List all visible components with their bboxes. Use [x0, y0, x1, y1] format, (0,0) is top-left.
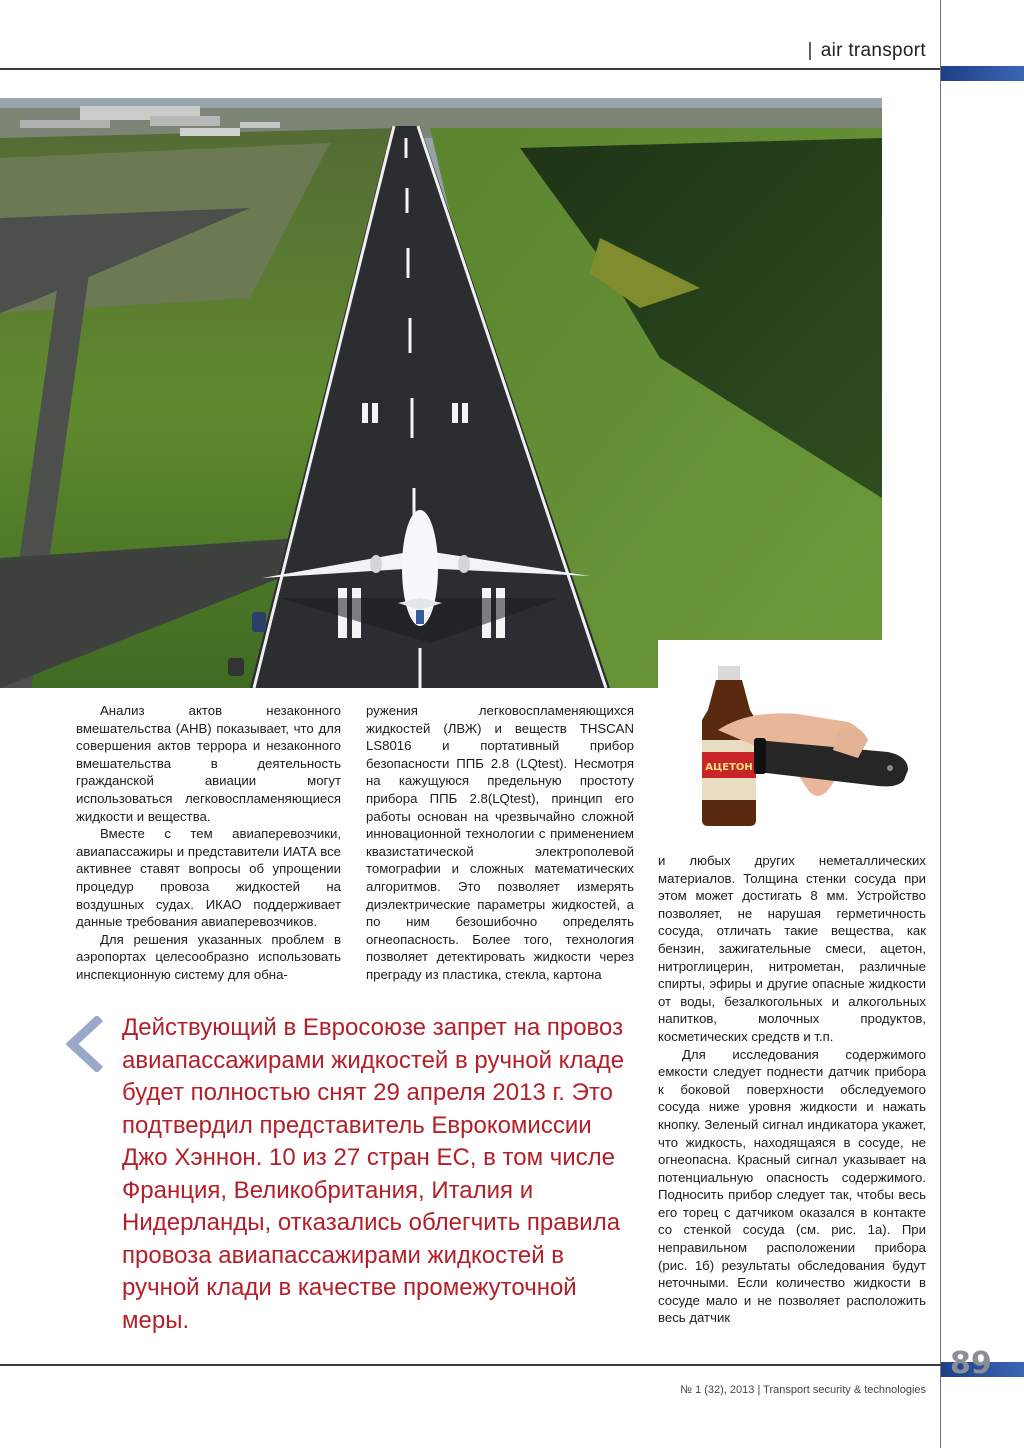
paragraph: ружения легковоспламеняющихся жидкостей (ЛВЖ) и веществ THSCAN LS8016 и портативный прибор безопасности ППБ 2.8 (LQtest). Несмотря на кажущуюся предельную простоту прибора ППБ 2.8(LQtest), принцип его работы основан на чрезвычайно сложной инновационной технологии с применением квазистатической электрополевой томографии и сложных математических алгоритмов. Это позволяет измерять диэлектрические параметры жидкостей, а по ним безошибочно определять огнеопасность. Более того, технология позволяет детектировать жидкости через преграду из пластика, стекла, картона [366, 703, 634, 982]
top-accent-band [941, 66, 1024, 81]
device-photo [658, 640, 940, 850]
header-separator: | [807, 40, 813, 61]
pull-quote-text: Действующий в Евросоюзе запрет на провоз авиапассажирами жидкостей в ручной кладе будет полностью снят 29 апреля 2013 г. Это подтвердил представитель Еврокомиссии Джо Хэннон. 10 из 27 стран ЕС, в том числе Франция, Великобритания, Италия и Нидерланды, отказались облегчить правила провоза авиапассажирами жидкостей в ручной клади в качестве промежуточной меры. [122, 1014, 625, 1334]
runway-photo [0, 98, 882, 688]
top-rule [0, 68, 941, 70]
section-label [807, 40, 926, 62]
paragraph: Вместе с тем авиаперевозчики, авиапассажиры и представители ИАТА все активнее ставят вопросы об упрощении процедур провоза жидкостей на воздушных судах. ИКАО поддерживает данные требования авиаперевозчиков. [76, 826, 341, 930]
column-2 [366, 702, 634, 984]
footer-text: № 1 (32), 2013 | Transport security & technologies [680, 1384, 926, 1396]
section-title: air transport [820, 40, 926, 61]
bottom-rule [0, 1364, 941, 1366]
chevron-left-icon [66, 1016, 106, 1077]
column-1 [76, 702, 341, 984]
paragraph: Для решения указанных проблем в аэропортах целесообразно использовать инспекционную систему для обна- [76, 931, 341, 982]
paragraph: Анализ актов незаконного вмешательства (АНВ) показывает, что для совершения актов террора и незаконного вмешательства в деятельность гражданской авиации могут использоваться легковоспламеняющиеся жидкости и вещества. [76, 703, 341, 824]
page-number: 89 [950, 1346, 992, 1381]
paragraph: Для исследования содержимого емкости следует поднести датчик прибора к боковой поверхности обследуемого сосуда ниже уровня жидкости и нажать кнопку. Зеленый сигнал индикатора укажет, что жидкость, находящаяся в сосуде, не огнеопасна. Красный сигнал указывает на потенциальную опасность содержимого. Подносить прибор следует так, чтобы весь его торец с датчиком оказался в контакте со стенкой сосуда (см. рис. 1а). При неправильном расположении прибора (рис. 1б) результаты обследования будут неточными. Если количество жидкости в сосуде мало и не позволяет расположить весь датчик [658, 1046, 926, 1326]
vertical-divider [940, 0, 941, 1448]
pull-quote [122, 1012, 642, 1337]
bottle-label: АЦЕТОН [705, 762, 753, 773]
column-3 [658, 852, 926, 1327]
paragraph: и любых других неметаллических материалов. Толщина стенки сосуда при этом может достигать 8 мм. Устройство позволяет, не нарушая герметичность сосуда, отличать такие вещества, как бензин, зажигательные смеси, ацетон, нитроглицерин, нитрометан, различные спирты, эфиры и другие опасные жидкости от воды, безалкогольных и алкогольных напитков, молочных продуктов, косметических средств и т.п. [658, 853, 926, 1044]
